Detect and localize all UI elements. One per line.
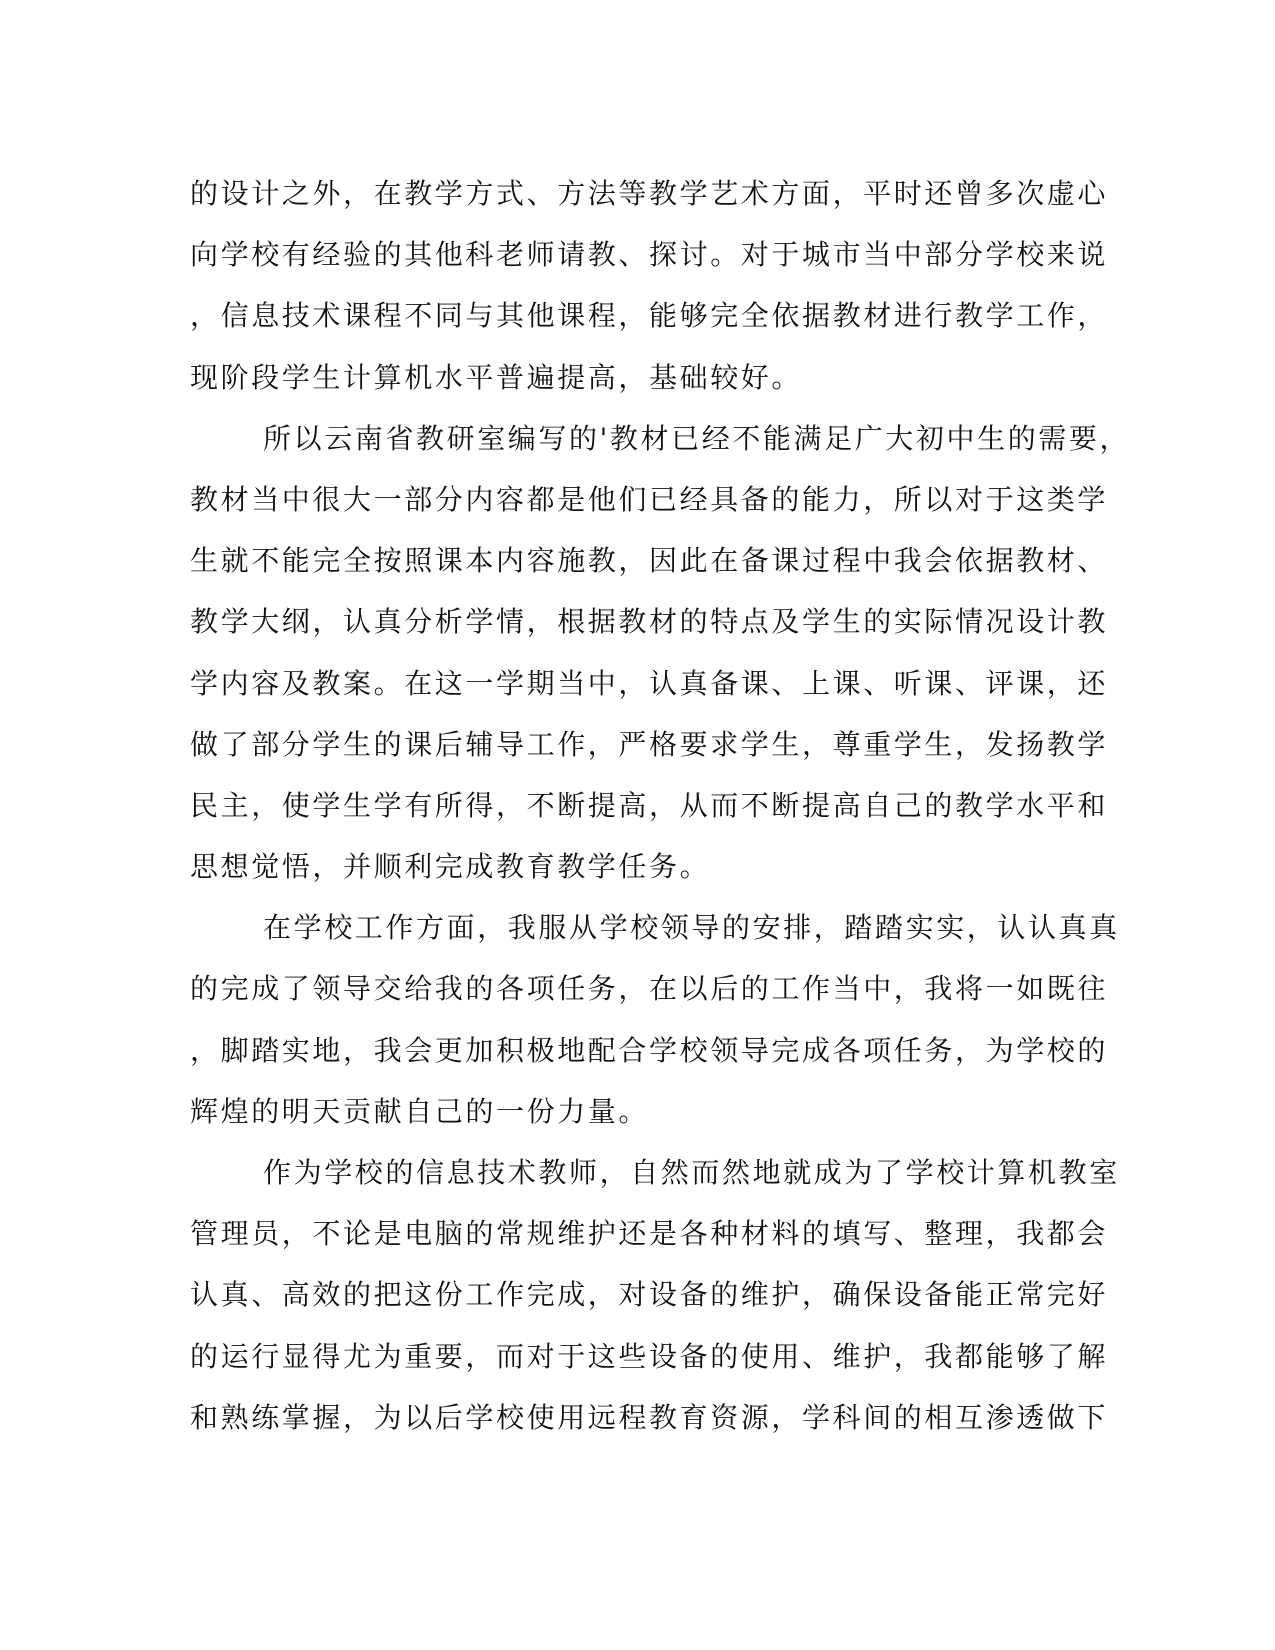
text-line: ，信息技术课程不同与其他课程，能够完全依据教材进行教学工作， [190, 299, 1109, 333]
text-line: 思想觉悟，并顺利完成教育教学任务。 [190, 850, 711, 884]
text-line: 的完成了领导交给我的各项任务，在以后的工作当中，我将一如既往 [190, 972, 1109, 1006]
paragraph-first-line: 作为学校的信息技术教师，自然而然地就成为了学校计算机教室 [263, 1156, 1120, 1189]
text-line: 民主，使学生学有所得，不断提高，从而不断提高自己的教学水平和 [190, 788, 1109, 822]
paragraph-first-line: 所以云南省教研室编写的'教材已经不能满足广大初中生的需要， [263, 421, 1131, 455]
text-line: 生就不能完全按照课本内容施教，因此在备课过程中我会依据教材、 [190, 544, 1109, 578]
text-line: 向学校有经验的其他科老师请教、探讨。对于城市当中部分学校来说 [190, 238, 1109, 272]
text-line: 现阶段学生计算机水平普遍提高，基础较好。 [190, 360, 803, 394]
text-line: 学内容及教案。在这一学期当中，认真备课、上课、听课、评课，还 [190, 666, 1109, 700]
text-line: 做了部分学生的课后辅导工作，严格要求学生，尊重学生，发扬教学 [190, 727, 1109, 761]
text-line: 教学大纲，认真分析学情，根据教材的特点及学生的实际情况设计教 [190, 605, 1109, 639]
paragraph-first-line: 在学校工作方面，我服从学校领导的安排，踏踏实实，认认真真 [263, 911, 1120, 945]
text-line: ，脚踏实地，我会更加积极地配合学校领导完成各项任务，为学校的 [190, 1033, 1109, 1067]
text-line: 认真、高效的把这份工作完成，对设备的维护，确保设备能正常完好 [190, 1278, 1109, 1312]
body-text [190, 163, 1131, 1448]
text-line: 辉煌的明天贡献自己的一份力量。 [190, 1094, 650, 1128]
text-line: 和熟练掌握，为以后学校使用远程教育资源，学科间的相互渗透做下 [190, 1400, 1109, 1434]
text-line: 的设计之外，在教学方式、方法等教学艺术方面，平时还曾多次虚心 [190, 177, 1109, 210]
text-line: 管理员，不论是电脑的常规维护还是各种材料的填写、整理，我都会 [190, 1217, 1109, 1251]
text-line: 教材当中很大一部分内容都是他们已经具备的能力，所以对于这类学 [190, 482, 1109, 516]
text-line: 的运行显得尤为重要，而对于这些设备的使用、维护，我都能够了解 [190, 1339, 1109, 1373]
